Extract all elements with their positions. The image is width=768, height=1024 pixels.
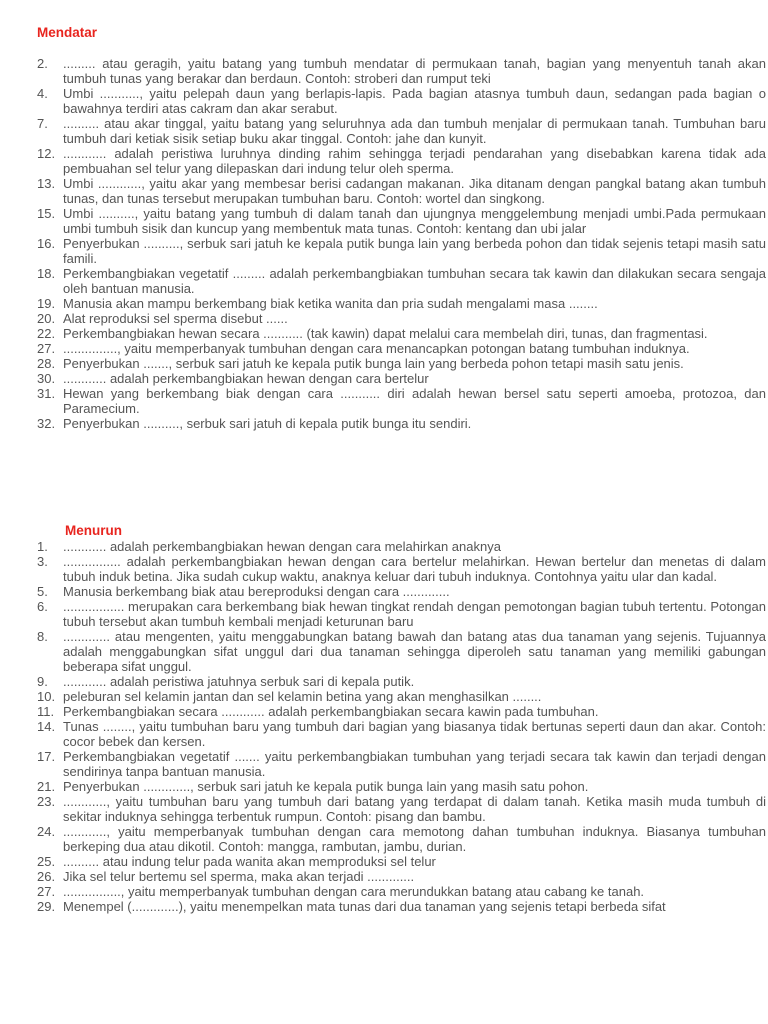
clue-number: 24. xyxy=(37,824,56,839)
menurun-clue-item xyxy=(37,539,766,554)
menurun-clue-item xyxy=(37,584,766,599)
clue-number: 30. xyxy=(37,371,56,386)
menurun-clue-item xyxy=(37,854,766,869)
clue-text: Penyerbukan .........., serbuk sari jatuh di kepala putik bunga itu sendiri. xyxy=(63,416,472,431)
mendatar-clue-list xyxy=(37,56,766,431)
clue-number: 9. xyxy=(37,674,48,689)
clue-number: 31. xyxy=(37,386,56,401)
clue-number: 32. xyxy=(37,416,56,431)
clue-number: 19. xyxy=(37,296,56,311)
clue-text: Penyerbukan .........., serbuk sari jatuh ke kepala putik bunga lain yang berbeda pohon dan tidak sejenis tetapi masih satu famili. xyxy=(63,236,766,266)
clue-text: peleburan sel kelamin jantan dan sel kelamin betina yang akan menghasilkan ........ xyxy=(63,689,542,704)
clue-text: ................. merupakan cara berkembang biak hewan tingkat rendah dengan pemotongan bagian tubuh tertentu. Potongan tubuh tersebut akan tumbuh kembali menjadi keturunan baru xyxy=(63,599,766,629)
mendatar-clue-item xyxy=(37,296,766,311)
menurun-clue-item xyxy=(37,869,766,884)
clue-number: 1. xyxy=(37,539,48,554)
mendatar-clue-item xyxy=(37,341,766,356)
clue-number: 10. xyxy=(37,689,56,704)
menurun-clue-item xyxy=(37,749,766,779)
mendatar-clue-item xyxy=(37,206,766,236)
clue-text: ......... atau geragih, yaitu batang yang tumbuh mendatar di permukaan tanah, bagian yang menyentuh tanah akan tumbuh tunas yang berakar dan berdaun. Contoh: stroberi dan rumput teki xyxy=(63,56,766,86)
menurun-clue-item xyxy=(37,779,766,794)
mendatar-clue-item xyxy=(37,146,766,176)
clue-number: 5. xyxy=(37,584,48,599)
mendatar-clue-item xyxy=(37,326,766,341)
mendatar-clue-item xyxy=(37,236,766,266)
clue-number: 8. xyxy=(37,629,48,644)
section-title-menurun: Menurun xyxy=(65,523,122,538)
mendatar-clue-item xyxy=(37,56,766,86)
section-title-mendatar: Mendatar xyxy=(37,25,98,40)
clue-text: Menempel (.............), yaitu menempelkan mata tunas dari dua tanaman yang sejenis tetapi berbeda sifat xyxy=(63,899,666,914)
clue-number: 11. xyxy=(37,704,55,719)
menurun-clue-item xyxy=(37,824,766,854)
clue-number: 3. xyxy=(37,554,48,569)
mendatar-clue-item xyxy=(37,371,766,386)
mendatar-clue-item xyxy=(37,416,766,431)
clue-text: Umbi .........., yaitu batang yang tumbuh di dalam tanah dan ujungnya menggelembung menjadi umbi.Pada permukaan umbi tumbuh sisik dan kuncup yang membentuk mata tunas. Contoh: kentang dan ubi jalar xyxy=(63,206,766,236)
menurun-clue-item xyxy=(37,554,766,584)
menurun-clue-item xyxy=(37,689,766,704)
clue-number: 21. xyxy=(37,779,56,794)
clue-number: 13. xyxy=(37,176,56,191)
clue-number: 23. xyxy=(37,794,56,809)
menurun-clue-item xyxy=(37,899,766,914)
clue-number: 4. xyxy=(37,86,48,101)
clue-number: 27. xyxy=(37,884,56,899)
menurun-clue-item xyxy=(37,704,766,719)
clue-number: 27. xyxy=(37,341,56,356)
clue-text: ..............., yaitu memperbanyak tumbuhan dengan cara menancapkan potongan batang tumbuhan induknya. xyxy=(63,341,690,356)
clue-text: ............ adalah peristiwa jatuhnya serbuk sari di kepala putik. xyxy=(63,674,415,689)
clue-text: Jika sel telur bertemu sel sperma, maka akan terjadi ............. xyxy=(63,869,415,884)
clue-number: 14. xyxy=(37,719,56,734)
clue-number: 6. xyxy=(37,599,48,614)
clue-text: Hewan yang berkembang biak dengan cara ........... diri adalah hewan bersel satu seperti amoeba, protozoa, dan Paramecium. xyxy=(63,386,766,416)
menurun-clue-item xyxy=(37,629,766,674)
clue-number: 22. xyxy=(37,326,56,341)
mendatar-clue-item xyxy=(37,266,766,296)
mendatar-clue-item xyxy=(37,176,766,206)
clue-text: Tunas ........, yaitu tumbuhan baru yang tumbuh dari bagian yang biasanya tidak bertunas seperti daun dan akar. Contoh: cocor bebek dan kersen. xyxy=(63,719,766,749)
clue-text: Perkembangbiakan secara ............ adalah perkembangbiakan secara kawin pada tumbuhan. xyxy=(63,704,599,719)
clue-text: Alat reproduksi sel sperma disebut ...... xyxy=(63,311,288,326)
clue-text: Penyerbukan ......., serbuk sari jatuh ke kepala putik bunga lain yang berbeda pohon tetapi masih satu jenis. xyxy=(63,356,684,371)
clue-number: 25. xyxy=(37,854,56,869)
clue-number: 28. xyxy=(37,356,56,371)
clue-text: Manusia berkembang biak atau bereproduksi dengan cara ............. xyxy=(63,584,450,599)
clue-text: ................ adalah perkembangbiakan hewan dengan cara bertelur melahirkan. Hewan bertelur dan menetas di dalam tubuh induk betina. Jika sudah cukup waktu, anaknya keluar dari tubuh induknya. Contohnya yaitu ular dan kadal. xyxy=(63,554,766,584)
clue-text: Umbi ..........., yaitu pelepah daun yang berlapis-lapis. Pada bagian atasnya tumbuh daun, sedangan pada bagian o bawahnya terdiri atas cakram dan akar serabut. xyxy=(63,86,766,116)
clue-text: Umbi ............, yaitu akar yang membesar berisi cadangan makanan. Jika ditanam dengan pangkal batang akan tumbuh tunas, dan tunas tersebut merupakan tumbuhan baru. Contoh: wortel dan singkong. xyxy=(63,176,766,206)
clue-number: 29. xyxy=(37,899,56,914)
clue-text: ............ adalah perkembangbiakan hewan dengan cara bertelur xyxy=(63,371,429,386)
clue-text: Penyerbukan ............., serbuk sari jatuh ke kepala putik bunga lain yang masih satu pohon. xyxy=(63,779,589,794)
menurun-clue-item xyxy=(37,884,766,899)
clue-number: 17. xyxy=(37,749,56,764)
clue-text: ................, yaitu memperbanyak tumbuhan dengan cara merundukkan batang atau cabang ke tanah. xyxy=(63,884,645,899)
clue-text: ............. atau mengenten, yaitu menggabungkan batang bawah dan batang atas dua tanaman yang sejenis. Tujuannya adalah menggabungkan sifat unggul dari dua tanaman sehingga diperoleh satu tanaman yang memiliki gabungan beberapa sifat unggul. xyxy=(63,629,766,674)
clue-number: 15. xyxy=(37,206,56,221)
clue-text: .......... atau indung telur pada wanita akan memproduksi sel telur xyxy=(63,854,436,869)
clue-text: Perkembangbiakan vegetatif ......... adalah perkembangbiakan tumbuhan secara tak kawin dan dilakukan secara sengaja oleh bantuan manusia. xyxy=(63,266,766,296)
menurun-clue-item xyxy=(37,599,766,629)
clue-text: ............, yaitu tumbuhan baru yang tumbuh dari batang yang terdapat di dalam tanah. Ketika masih muda tumbuh di sekitar induknya sehingga terbentuk rumpun. Contoh: pisang dan bambu. xyxy=(63,794,766,824)
menurun-clue-item xyxy=(37,674,766,689)
clue-number: 26. xyxy=(37,869,56,884)
clue-number: 7. xyxy=(37,116,48,131)
clue-text: ............, yaitu memperbanyak tumbuhan dengan cara memotong dahan tumbuhan induknya. Biasanya tumbuhan berkeping dua atau dikotil. Contoh: mangga, rambutan, jambu, durian. xyxy=(63,824,766,854)
clue-text: Manusia akan mampu berkembang biak ketika wanita dan pria sudah mengalami masa ........ xyxy=(63,296,598,311)
clue-number: 20. xyxy=(37,311,56,326)
menurun-clue-item xyxy=(37,794,766,824)
clue-number: 18. xyxy=(37,266,56,281)
clue-number: 16. xyxy=(37,236,56,251)
mendatar-clue-item xyxy=(37,386,766,416)
clue-text: ............ adalah peristiwa luruhnya dinding rahim sehingga terjadi pendarahan yang disebabkan karena tidak ada pembuahan sel telur yang dilepaskan dari indung telur oleh sperma. xyxy=(63,146,766,176)
menurun-clue-item xyxy=(37,719,766,749)
clue-number: 2. xyxy=(37,56,48,71)
clue-text: Perkembangbiakan vegetatif ....... yaitu perkembangbiakan tumbuhan yang terjadi secara tak kawin dan terjadi dengan sendirinya tanpa bantuan manusia. xyxy=(63,749,766,779)
mendatar-clue-item xyxy=(37,116,766,146)
clue-number: 12. xyxy=(37,146,56,161)
menurun-clue-list xyxy=(37,539,766,914)
mendatar-clue-item xyxy=(37,311,766,326)
mendatar-clue-item xyxy=(37,86,766,116)
clue-text: Perkembangbiakan hewan secara ........... (tak kawin) dapat melalui cara membelah diri, tunas, dan fragmentasi. xyxy=(63,326,708,341)
mendatar-clue-item xyxy=(37,356,766,371)
clue-text: .......... atau akar tinggal, yaitu batang yang seluruhnya ada dan tumbuh menjalar di permukaan tanah. Tumbuhan baru tumbuh dari ketiak sisik setiap buku akar tinggal. Contoh: jahe dan kunyit. xyxy=(63,116,766,146)
clue-text: ............ adalah perkembangbiakan hewan dengan cara melahirkan anaknya xyxy=(63,539,501,554)
